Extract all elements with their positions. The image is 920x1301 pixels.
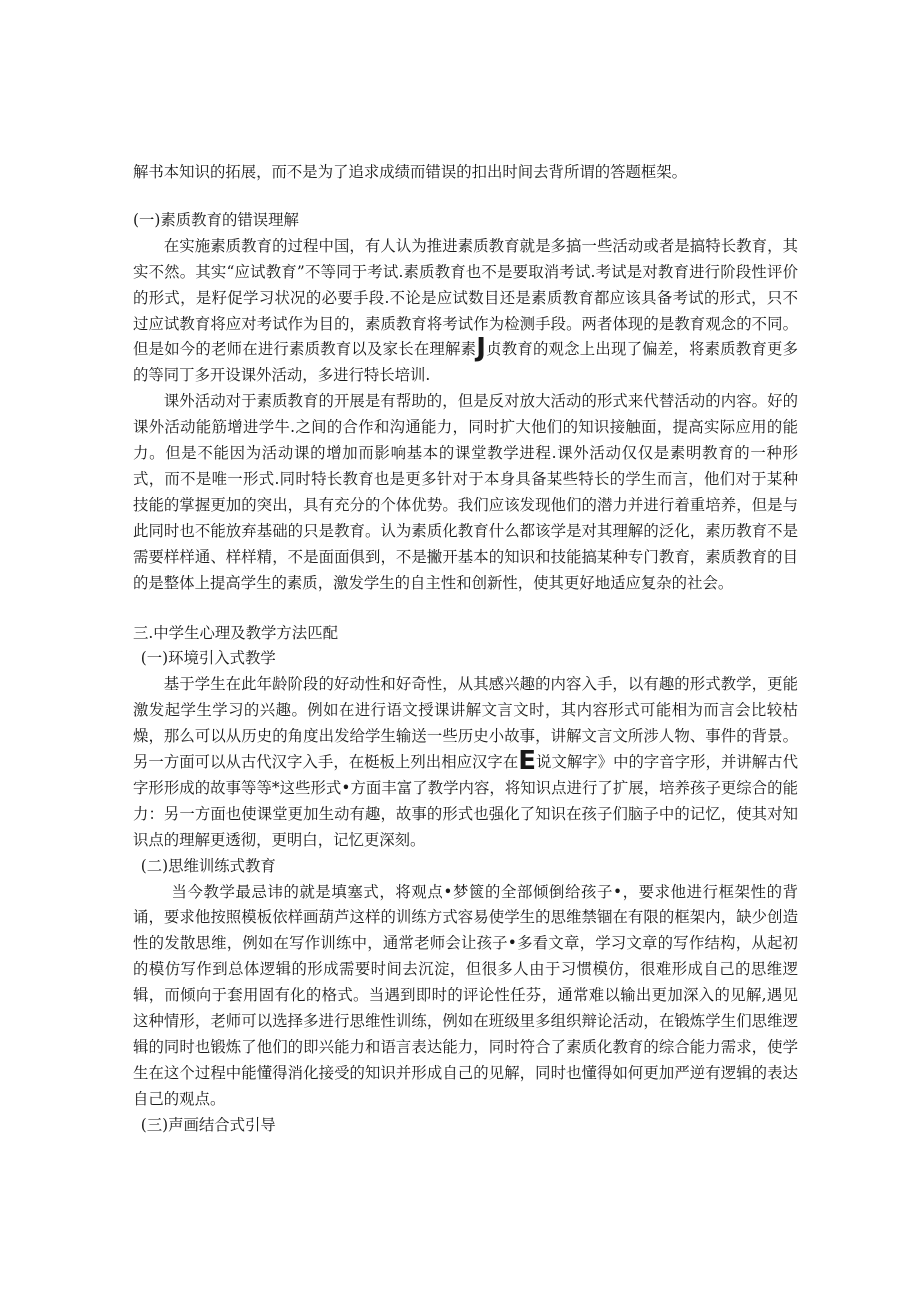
- sub1-paragraph-text-part1: 基于学生在此年龄阶段的好动性和好奇性，从其感兴趣的内容入手，以有趣的形式教学，更能激发起学生学习的兴趣。例如在进行语文授课讲解文言文时，其内容形式可能相为而言会比较枯燥，那么可以从历史的角度出发给学生输送一些历史小故事，讲解文言文所涉人物、事件的背景。另一方面可以从古代汉字入手，在梃板上列出相应汉字在: [133, 675, 798, 772]
- section-three-heading: 三.中学生心理及教学方法匹配: [133, 623, 338, 642]
- section-a-paragraph-1-text-part1: 在实施素质教育的过程中国，有人认为推进素质教育就是多搞一些活动或者是搞特长教育，其实不然。其实“应试教育”不等同于考试.素质教育也不是要取消考试.考试是对教育进行阶段性评价的形式，是籽促学习状况的必要手段.不论是应试数目还是素质教育都应该具备考试的形式，只不过应试教育将应对考试作为目的，素质教育将考试作为检测手段。两者体现的是教育观念的不同。但是如今的老师在进行素质教育以及家长在理解素: [133, 236, 798, 359]
- sub1-paragraph-text-part2: 说文解字》中的字音字形，并讲解古代字形形成的故事等等*这些形式•方面丰富了教学内容，将知识点进行了扩展，培养孩子更综合的能力：另一方面也使课堂更加生动有趣，故事的形式也强化了知识在孩子们脑子中的记忆，使其对知识点的理解更透彻，更明白，记忆更深刻。: [133, 753, 798, 849]
- section-a-paragraph-1-text-part2: 贞教育的观念上出现了偏差，将素质教育更多的等同丁多开设课外活动，多进行特长培训.: [133, 340, 798, 385]
- sub1-large-glyph: E: [518, 746, 537, 777]
- sub1-paragraph: [133, 672, 798, 853]
- section-a-paragraph-1: [133, 234, 798, 389]
- sub2-paragraph: 当今教学最忌讳的就是填塞式，将观点•梦篋的全部倾倒给孩子•，要求他进行框架性的背诵，要求他按照模板依样画葫芦这样的训练方式容易使学生的思维禁锢在有限的框架内，缺少创造性的发散思维，例如在写作训练中，通常老师会让孩子•多看文章，学习文章的写作结构，从起初的模仿写作到总体逻辑的形成需要时间去沉淀，但很多人由于习惯模仿，很难形成自己的思维逻辑，而倾向于套用固有化的格式。当遇到即时的评论性任芬，通常难以输出更加深入的见解,遇见这种情形，老师可以选择多进行思维性训练，例如在班级里多组织辩论活动，在锻炼学生们思维逻辑的同时也锻炼了他们的即兴能力和语言表达能力，同时符合了素质化教育的综合能力需求，使学生在这个过程中能懂得消化接受的知识并形成自己的见解，同时也懂得如何更加严逆有逻辑的表达自己的观点。: [133, 882, 798, 1108]
- section-a-heading: (一)素质教育的错误理解: [133, 210, 299, 229]
- sub3-heading: (三)声画结合式引导: [140, 1115, 276, 1134]
- document-body: [133, 160, 798, 1139]
- sub1-heading: (一)环境引入式教学: [140, 649, 276, 668]
- sub2-heading: (二)思维训练式教育: [140, 856, 276, 875]
- spacer: [133, 597, 798, 621]
- spacer: [133, 186, 798, 208]
- section-a-large-glyph: J: [476, 333, 486, 364]
- intro-line: 解书本知识的拓展，而不是为了追求成绩而错误的扣出时间去背所谓的答题框架。: [133, 163, 688, 181]
- section-a-paragraph-2: 课外活动对于素质教育的开展是有帮助的，但是反对放大活动的形式来代替活动的内容。好的课外活动能筋增进学牛.之间的合作和沟通能力，同时扩大他们的知识接触面，提高实际应用的能力。但是不能因为活动课的增加而影响基本的课堂教学进程.课外活动仅仅是素明教育的一种形式，而不是唯一形式.同时特长教育也是更多针对于本身具备某些特长的学生而言，他们对于某种技能的掌握更加的突出，具有充分的个体优势。我们应该发现他们的潜力并进行着重培养，但是与此同时也不能放弃基础的只是教育。认为素质化教育什么都该学是对其理解的泛化，素历教育不是需要样样通、样样精，不是面面俱到，不是撇开基本的知识和技能搞某种专门教育，素质教育的目的是整体上提高学生的素质，激发学生的自主性和创新性，使其更好地适应复杂的社会。: [133, 392, 798, 592]
